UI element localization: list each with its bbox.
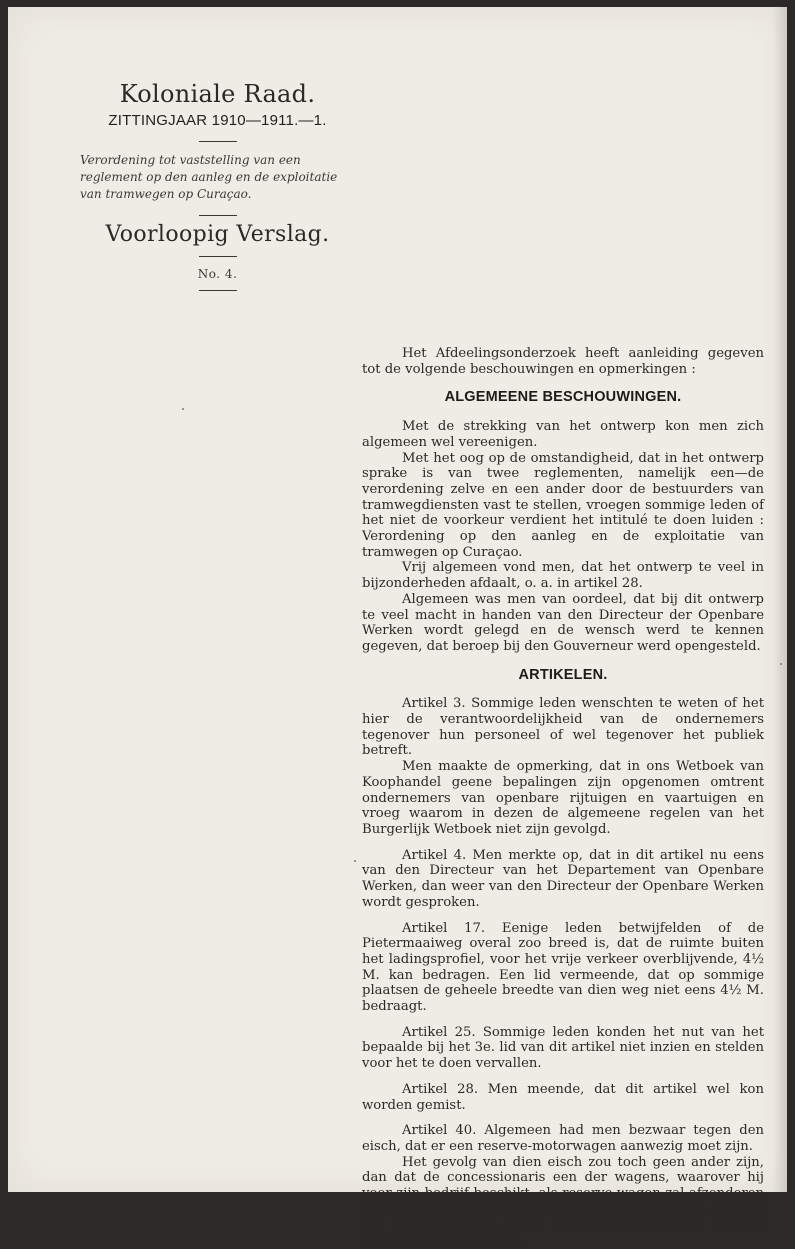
article-3-paragraph: Artikel 3. Sommige leden wenschten te weten of het hier de verantwoordelijkheid van de ondernemers tegenover hun personeel of wel tegenover het publiek betreft. [362,696,764,759]
article-40-paragraph: Het gevolg van dien eisch zou toch geen ander zijn, dan dat de concessionaris een der wagens, waarover hij voor zijn bedrijf beschikt, als reserve-wagen zal afzonderen ten schade van het publiek, dat er belang bij heeft, dat een zoo groot mogelijk aantal wagens gelijktijdig in gebruik kunnen worden gesteld, [362,1154,764,1249]
intro-paragraph: Het Afdeelingsonderzoek heeft aanleiding gegeven tot de volgende beschouwingen en opmerkingen : [362,346,764,377]
session-year: ZITTINGJAAR 1910—1911.—1. [108,112,327,129]
divider [199,215,237,216]
paper-speck [354,860,356,862]
section-heading-articles: ARTIKELEN. [518,666,608,683]
article-25-paragraph: Artikel 25. Sommige leden konden het nut van het bepaalde bij het 3e. lid van dit artikel niet inzien en stelden voor het te doen vervallen. [362,1024,764,1072]
report-body [362,346,764,1249]
paragraph: Vrij algemeen vond men, dat het ontwerp te veel in bijzonderheden afdaalt, o. a. in artikel 28. [362,560,764,592]
divider [199,256,237,257]
page-edge-shadow [773,7,787,1192]
section-heading-general: ALGEMEENE BESCHOUWINGEN. [444,389,682,406]
article-28-paragraph: Artikel 28. Men meende, dat dit artikel wel kon worden gemist. [362,1081,764,1113]
report-title: Voorloopig Verslag. [105,222,330,247]
document-subject: Verordening tot vaststelling van een reglement op den aanleg en de exploitatie van tramwegen op Curaçao. [80,153,338,201]
article-40-paragraph: Artikel 40. Algemeen had men bezwaar tegen den eisch, dat er een reserve-motorwagen aanwezig moet zijn. [362,1123,764,1154]
paper-speck [182,408,184,410]
paragraph: Algemeen was men van oordeel, dat bij dit ontwerp te veel macht in handen van den Directeur der Openbare Werken wordt gelegd en de wensch werd te kennen gegeven, dat beroep bij den Gouverneur werd opengesteld. [362,591,764,654]
paper-speck [780,663,782,665]
council-title: Koloniale Raad. [119,80,316,108]
paragraph: Met het oog op de omstandigheid, dat in het ontwerp sprake is van twee reglementen, namelijk een—de verordening zelve en een ander door de bestuurders van tramwegdiensten vast te stellen, vroegen sommige leden of het niet de voorkeur verdient het intitulé te doen luiden : Verordening op den aanleg en de exploitatie van tramwegen op Curaçao. [362,450,764,560]
divider [199,290,237,291]
article-4-paragraph: Artikel 4. Men merkte op, dat in dit artikel nu eens van den Directeur van het Departement van Openbare Werken, dan weer van den Directeur der Openbare Werken wordt gesproken. [362,847,764,910]
paragraph: Met de strekking van het ontwerp kon men zich algemeen wel vereenigen. [362,419,764,450]
article-3-paragraph: Men maakte de opmerking, dat in ons Wetboek van Koophandel geene bepalingen zijn opgenomen omtrent ondernemers van openbare rijtuigen en vaartuigen en vroeg waarom in dezen de algemeene regelen van het Burgerlijk Wetboek niet zijn gevolgd. [362,759,764,837]
divider [199,141,237,142]
document-number: No. 4. [197,267,238,281]
masthead [80,80,355,291]
article-17-paragraph: Artikel 17. Eenige leden betwijfelden of de Pietermaaiweg overal zoo breed is, dat de ruimte buiten het ladingsprofiel, voor het vrije verkeer overblijvende, 4½ M. kan bedragen. Een lid vermeende, dat op sommige plaatsen de geheele breedte van dien weg niet eens 4½ M. bedraagt. [362,920,764,1015]
